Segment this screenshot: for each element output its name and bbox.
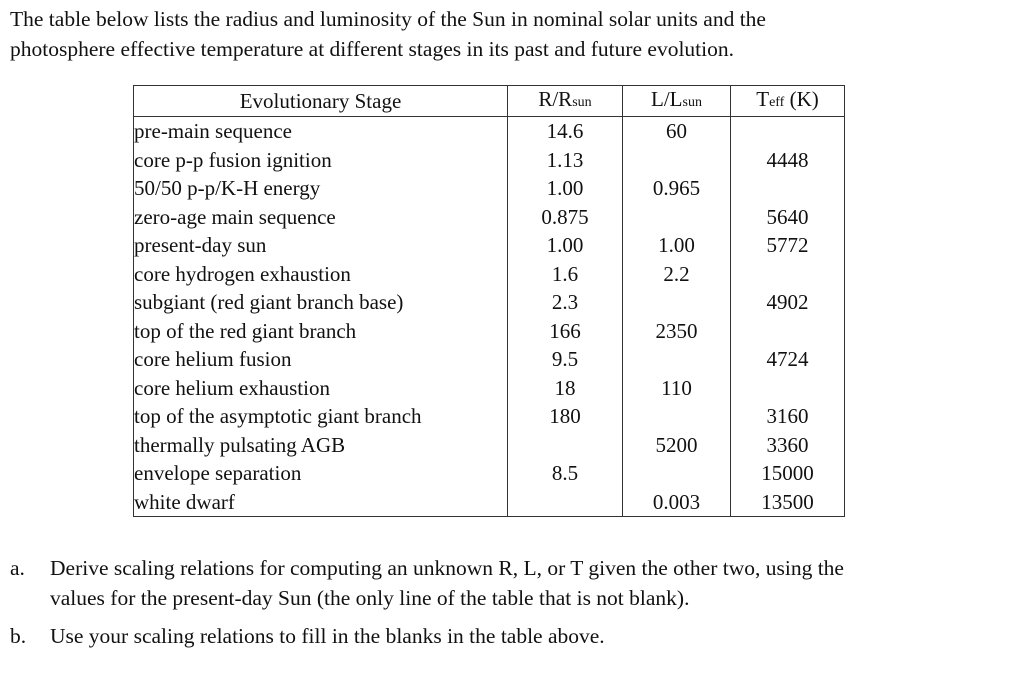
header-luminosity-main: L/L	[651, 87, 683, 111]
cell-radius: 1.00	[508, 231, 623, 260]
cell-temperature: 3160	[731, 402, 845, 431]
table-row	[134, 174, 845, 203]
cell-radius	[508, 488, 623, 517]
header-stage: Evolutionary Stage	[134, 86, 508, 117]
table-row	[134, 431, 845, 460]
cell-radius: 18	[508, 374, 623, 403]
cell-luminosity: 2.2	[623, 260, 731, 289]
cell-radius: 1.00	[508, 174, 623, 203]
cell-radius: 14.6	[508, 117, 623, 146]
table-row	[134, 374, 845, 403]
cell-stage: top of the red giant branch	[134, 317, 508, 346]
cell-luminosity	[623, 288, 731, 317]
table-row	[134, 288, 845, 317]
cell-luminosity	[623, 402, 731, 431]
cell-stage: subgiant (red giant branch base)	[134, 288, 508, 317]
cell-stage: top of the asymptotic giant branch	[134, 402, 508, 431]
table-row	[134, 402, 845, 431]
question-text-line: Use your scaling relations to fill in the blanks in the table above.	[50, 624, 605, 648]
cell-temperature: 13500	[731, 488, 845, 517]
cell-temperature: 3360	[731, 431, 845, 460]
table-row	[134, 488, 845, 517]
table-row	[134, 203, 845, 232]
header-radius-main: R/R	[538, 87, 573, 111]
cell-radius: 8.5	[508, 459, 623, 488]
table-row	[134, 117, 845, 146]
cell-stage: zero-age main sequence	[134, 203, 508, 232]
cell-temperature: 4902	[731, 288, 845, 317]
header-radius	[508, 86, 623, 117]
cell-stage: 50/50 p-p/K-H energy	[134, 174, 508, 203]
table-row	[134, 317, 845, 346]
questions-list	[10, 553, 1010, 659]
table-row	[134, 146, 845, 175]
cell-luminosity	[623, 146, 731, 175]
cell-stage: thermally pulsating AGB	[134, 431, 508, 460]
cell-radius: 1.6	[508, 260, 623, 289]
cell-stage: white dwarf	[134, 488, 508, 517]
cell-stage: core p-p fusion ignition	[134, 146, 508, 175]
intro-paragraph	[10, 4, 1010, 64]
cell-radius: 1.13	[508, 146, 623, 175]
header-temperature	[731, 86, 845, 117]
question-marker: b.	[10, 624, 27, 648]
question-text-line: Derive scaling relations for computing an unknown R, L, or T given the other two, using the	[50, 556, 844, 580]
cell-temperature	[731, 260, 845, 289]
cell-radius: 2.3	[508, 288, 623, 317]
cell-radius	[508, 431, 623, 460]
cell-luminosity: 0.003	[623, 488, 731, 517]
cell-luminosity: 110	[623, 374, 731, 403]
question-text-line: values for the present-day Sun (the only line of the table that is not blank).	[50, 586, 690, 610]
intro-line: photosphere effective temperature at different stages in its past and future evolution.	[10, 37, 734, 61]
table-body	[134, 117, 845, 517]
cell-temperature	[731, 117, 845, 146]
header-luminosity	[623, 86, 731, 117]
intro-line: The table below lists the radius and luminosity of the Sun in nominal solar units and the	[10, 7, 766, 31]
table-row	[134, 231, 845, 260]
header-temperature-sub: eff	[769, 95, 785, 110]
cell-temperature	[731, 174, 845, 203]
cell-radius: 9.5	[508, 345, 623, 374]
cell-radius: 0.875	[508, 203, 623, 232]
cell-temperature: 5772	[731, 231, 845, 260]
cell-temperature: 4724	[731, 345, 845, 374]
cell-temperature	[731, 317, 845, 346]
header-temperature-unit: (K)	[784, 87, 819, 111]
header-temperature-main: T	[756, 87, 770, 111]
evolution-table	[133, 85, 845, 517]
cell-temperature	[731, 374, 845, 403]
cell-stage: core helium exhaustion	[134, 374, 508, 403]
cell-temperature: 15000	[731, 459, 845, 488]
cell-luminosity: 5200	[623, 431, 731, 460]
cell-luminosity	[623, 459, 731, 488]
cell-temperature: 5640	[731, 203, 845, 232]
cell-temperature: 4448	[731, 146, 845, 175]
header-luminosity-sub: sun	[682, 95, 702, 110]
cell-stage: pre-main sequence	[134, 117, 508, 146]
cell-luminosity	[623, 345, 731, 374]
table-header-row	[134, 86, 845, 117]
cell-luminosity: 1.00	[623, 231, 731, 260]
cell-stage: core hydrogen exhaustion	[134, 260, 508, 289]
table-row	[134, 260, 845, 289]
cell-luminosity: 2350	[623, 317, 731, 346]
cell-luminosity	[623, 203, 731, 232]
cell-luminosity: 60	[623, 117, 731, 146]
table-row	[134, 345, 845, 374]
cell-stage: envelope separation	[134, 459, 508, 488]
header-radius-sub: sun	[572, 95, 592, 110]
cell-luminosity: 0.965	[623, 174, 731, 203]
table-row	[134, 459, 845, 488]
question-b	[10, 621, 1010, 651]
question-marker: a.	[10, 556, 25, 580]
question-a	[10, 553, 1010, 613]
cell-radius: 166	[508, 317, 623, 346]
cell-radius: 180	[508, 402, 623, 431]
cell-stage: core helium fusion	[134, 345, 508, 374]
cell-stage: present-day sun	[134, 231, 508, 260]
